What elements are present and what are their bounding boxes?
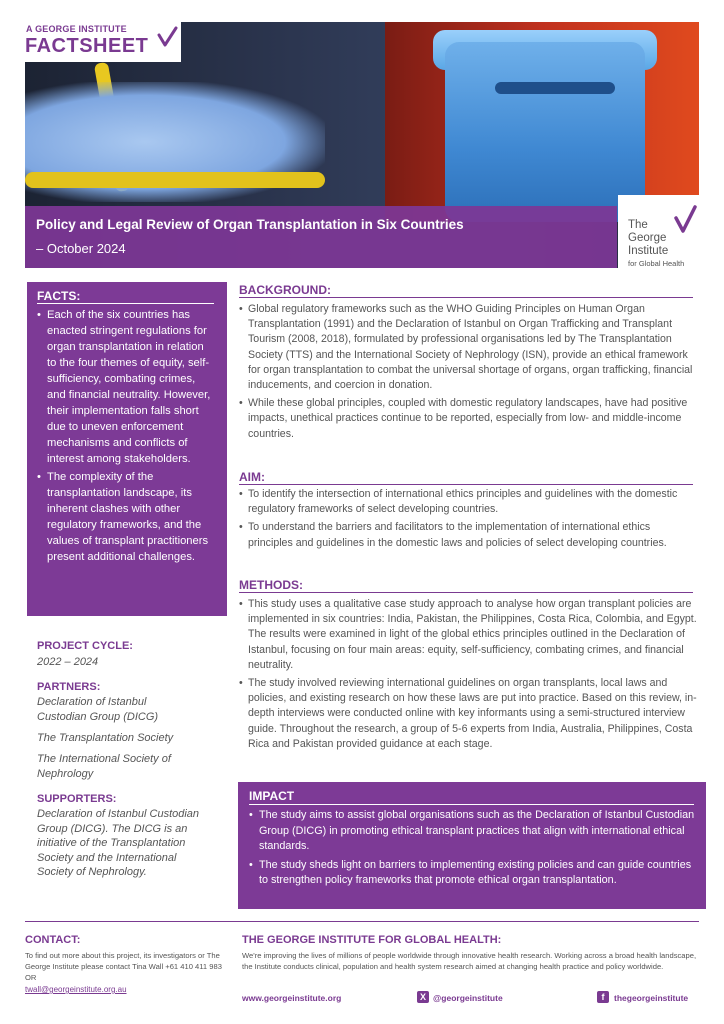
project-cycle-value: 2022 – 2024 (37, 656, 99, 668)
contact-title: CONTACT: (25, 934, 81, 946)
title-band (25, 206, 617, 268)
methods-list (239, 597, 697, 755)
impact-divider (249, 804, 694, 805)
partner-item: The International Society of Nephrology (37, 753, 171, 780)
facebook-link[interactable]: thegeorgeinstitute (614, 993, 689, 1003)
page-date: – October 2024 (36, 241, 126, 256)
facts-title: FACTS: (37, 289, 81, 303)
list-item: • To understand the barriers and facilitators to the implementation of international ethics principles and guidelines in the domestic laws and policies of select developing countries. (239, 520, 697, 550)
facts-list (37, 307, 215, 567)
partners-label: PARTNERS: (37, 681, 101, 693)
contact-text: To find out more about this project, its investigators or The George Institute please contact Tina Wall +61 410 411 983 OR (25, 951, 222, 982)
x-handle-link[interactable]: @georgeinstitute (433, 993, 503, 1003)
institute-description: We're improving the lives of millions of people worldwide through innovative health research. Working across a broad health landscape, the Institute conducts clinical, population and health system research aimed at changing health practice and policy worldwide. (242, 951, 697, 971)
aim-title: AIM: (239, 470, 265, 484)
footer-divider (25, 921, 699, 922)
x-icon: X (417, 991, 429, 1003)
partner-item: The Transplantation Society (37, 732, 174, 744)
contact-email-link[interactable]: twall@georgeinstitute.org.au (25, 985, 127, 994)
list-item: • Each of the six countries has enacted stringent regulations for organ transplantation in relation to the four themes of equity, self-sufficiency, combating crimes, and financial neutrality. However, their implementation falls short due to uneven enforcement mechanisms and conflicts of interest among stakeholders. (37, 307, 215, 467)
factsheet-tag-small: A GEORGE INSTITUTE (26, 24, 127, 34)
page-title: Policy and Legal Review of Organ Transplantation in Six Countries (36, 217, 464, 232)
background-title: BACKGROUND: (239, 283, 331, 297)
partner-item: Declaration of Istanbul Custodian Group (DICG) (37, 696, 159, 723)
organ-cooler (445, 42, 645, 222)
aim-divider (239, 484, 693, 485)
list-item: • The study aims to assist global organisations such as the Declaration of Istanbul Custodian Group (DICG) in promoting ethical transplant practices that align with international ethical standards. (249, 808, 697, 855)
impact-title: IMPACT (249, 789, 295, 803)
tick-logo-icon (156, 26, 178, 48)
logo-line-1: The (628, 219, 648, 231)
supporters-label: SUPPORTERS: (37, 793, 117, 805)
methods-title: METHODS: (239, 578, 303, 592)
factsheet-tag-big: FACTSHEET (25, 35, 149, 57)
stretcher-rail (25, 172, 325, 188)
organ-cooler-handle (495, 82, 615, 94)
list-item: • While these global principles, coupled with domestic regulatory landscapes, have had positive impacts, unethical practices continue to be reported, especially from low- and middle-income countries. (239, 396, 697, 442)
logo-line-2: George (628, 232, 667, 244)
institute-logo-text (628, 219, 668, 258)
institute-logo-icon (672, 204, 698, 234)
list-item: • To identify the intersection of international ethics principles and guidelines with the domestic regulatory frameworks of select developing countries. (239, 487, 697, 517)
supporters-text: Declaration of Istanbul Custodian Group (DICG). The DICG is an initiative of the Transplantation Society and the International Society of Nephrology. (37, 808, 200, 878)
logo-line-3: Institute (628, 245, 669, 257)
institute-logo-subtitle: for Global Health (628, 259, 685, 268)
aim-list (239, 487, 697, 554)
facebook-icon: f (597, 991, 609, 1003)
background-divider (239, 297, 693, 298)
impact-list (249, 808, 697, 892)
background-list (239, 302, 697, 445)
list-item: • Global regulatory frameworks such as the WHO Guiding Principles on Human Organ Transplantation (1991) and the Declaration of Istanbul on Organ Trafficking and Transplant Tourism (2008, 2018), formulated by professional organisations led by The Transplantation Society (TTS) and the International Society of Nephrology (ISN), provide an ethical framework for organ transplantation to combat the universal shortage of organs, organ trafficking, financial inducements, and coercion in donation. (239, 302, 697, 393)
methods-divider (239, 592, 693, 593)
institute-title: THE GEORGE INSTITUTE FOR GLOBAL HEALTH: (242, 934, 502, 946)
project-cycle-label: PROJECT CYCLE: (37, 640, 133, 652)
website-link[interactable]: www.georgeinstitute.org (242, 993, 342, 1003)
list-item: • The study involved reviewing international guidelines on organ transplants, local laws and policies, and existing research on how these laws are put into practice. Based on this review, in-depth interviews were conducted online with key informants using a semi-structured interview guide. Throughout the research, a group of 5-6 experts from India, Australia, Philippines, Costa Rica and Pakistan provided guidance at each stage. (239, 676, 697, 752)
list-item: • The complexity of the transplantation landscape, its inherent clashes with other regulatory frameworks, and the values of transplant practitioners present additional challenges. (37, 469, 215, 565)
facts-divider (37, 303, 214, 304)
list-item: • This study uses a qualitative case study approach to analyse how organ transplant policies are implemented in six countries: India, Pakistan, the Philippines, Costa Rica, Colombia, and Egypt. The results were examined in light of the global ethics principles outlined in the Declaration of Istanbul, focusing on four main areas: equity, self-sufficiency, combating crimes, and financial neutrality. (239, 597, 697, 673)
list-item: • The study sheds light on barriers to implementing existing policies and can guide countries to strengthen policy frameworks that promote ethical organ transplantation. (249, 858, 697, 889)
